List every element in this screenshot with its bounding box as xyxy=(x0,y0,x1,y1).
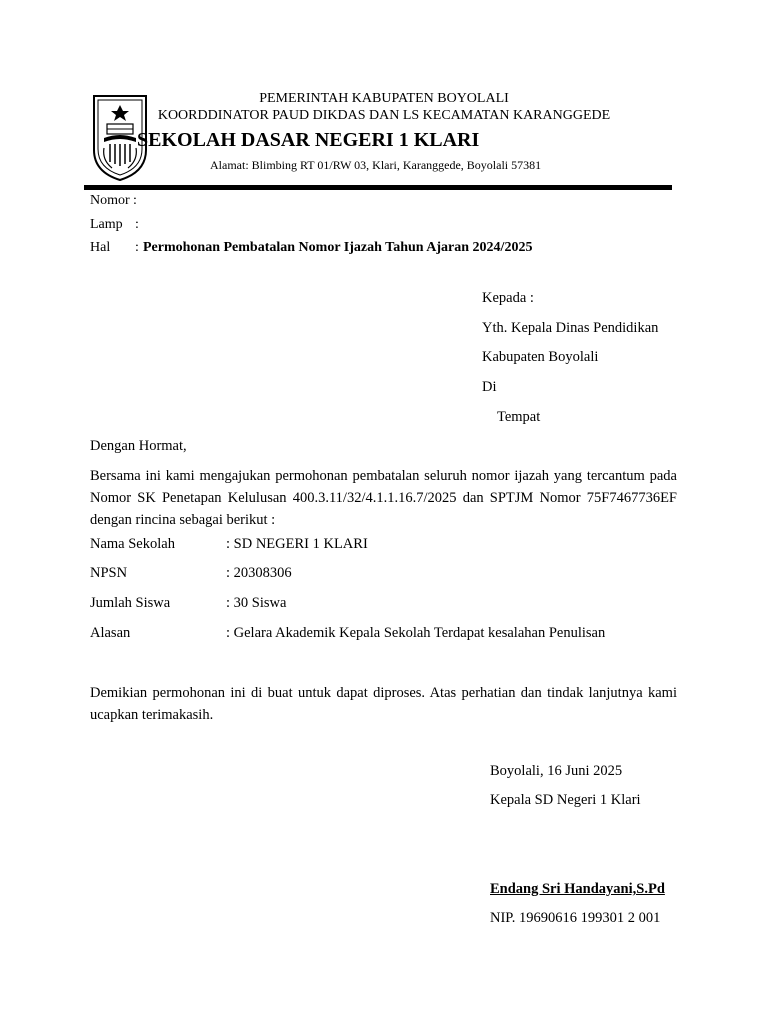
letterhead-divider xyxy=(84,185,672,190)
letterhead-school-name: SEKOLAH DASAR NEGERI 1 KLARI xyxy=(137,129,480,151)
signature-name: Endang Sri Handayani,S.Pd xyxy=(490,881,665,897)
nomor-label: Nomor xyxy=(90,193,130,208)
signature-nip: NIP. 19690616 199301 2 001 xyxy=(490,910,661,926)
recipient-tempat: Tempat xyxy=(497,409,541,425)
detail-value: : Gelara Akademik Kepala Sekolah Terdapat kesalahan Penulisan xyxy=(226,625,606,641)
closing-paragraph: Demikian permohonan ini di buat untuk dapat diproses. Atas perhatian dan tindak lanjutnya kami ucapkan terimakasih. xyxy=(90,685,677,723)
intro-paragraph: Bersama ini kami mengajukan permohonan pembatalan seluruh nomor ijazah yang tercantum pada Nomor SK Penetapan Kelulusan 400.3.11/32/4.1.1.16.7/2025 dan SPTJM Nomor 75F7467736EF dengan rincina sebagai berikut : xyxy=(90,468,677,528)
detail-value: : SD NEGERI 1 KLARI xyxy=(226,536,368,552)
lamp-label: Lamp xyxy=(90,217,123,232)
letterhead-government: PEMERINTAH KABUPATEN BOYOLALI xyxy=(259,91,509,106)
letterhead-address: Alamat: Blimbing RT 01/RW 03, Klari, Karanggede, Boyolali 57381 xyxy=(210,158,542,172)
signature-position: Kepala SD Negeri 1 Klari xyxy=(490,792,641,808)
greeting: Dengan Hormat, xyxy=(90,438,187,454)
recipient-title: Yth. Kepala Dinas Pendidikan xyxy=(482,320,659,336)
recipient-region: Kabupaten Boyolali xyxy=(482,349,599,365)
hal-subject: Permohonan Pembatalan Nomor Ijazah Tahun Ajaran 2024/2025 xyxy=(143,240,533,255)
detail-value: : 30 Siswa xyxy=(226,595,287,611)
detail-label: Jumlah Siswa xyxy=(90,595,171,611)
lamp-colon: : xyxy=(135,217,139,232)
nomor-colon: : xyxy=(133,193,137,208)
detail-label: Nama Sekolah xyxy=(90,536,175,552)
recipient-kepada: Kepada : xyxy=(482,290,534,306)
letterhead-coordinator: KOORDDINATOR PAUD DIKDAS DAN LS KECAMATAN KARANGGEDE xyxy=(157,108,611,123)
hal-colon: : xyxy=(135,240,139,255)
detail-label: NPSN xyxy=(90,565,128,581)
signature-place-date: Boyolali, 16 Juni 2025 xyxy=(490,763,623,779)
hal-label: Hal xyxy=(90,240,111,255)
detail-value: : 20308306 xyxy=(226,565,292,581)
recipient-di: Di xyxy=(482,379,497,395)
detail-label: Alasan xyxy=(90,625,131,641)
